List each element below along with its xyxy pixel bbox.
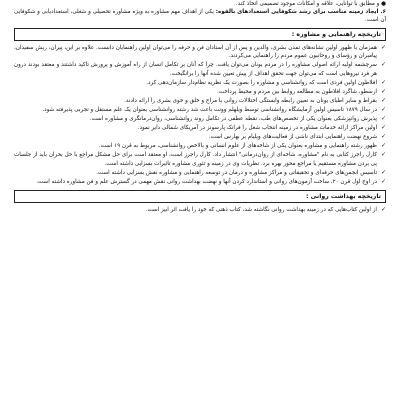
list-item: ✓ کارل راجرز کتابی به نام "مشاوره، شاخه‌ای از روان‌درمانی" انتشار داد. کارل راجرز است، او معتقد است برای حل مشکل مراجع یا حل بحران باید از جلسات پی بردن مشاوره مستقیم یا مراجع محور بهره برد. نظریات وی در زمینه و تئوری مشاوره تاثیرات بسزایی داشته است. xyxy=(14,151,386,167)
checkmark-icon: ✓ xyxy=(380,142,386,150)
item-6: ۶. ایجاد زمینه مناسب برای رشد شکوفایی استعدادهای بالقوه: یکی از اهداف مهم مشاوره به ویژه مشاوره تحصیلی و شغلی، استعدادیابی و شکوفایی آن است. xyxy=(14,9,386,24)
mental-health-section-heading xyxy=(14,190,386,203)
checkmark-icon: ✓ xyxy=(380,151,386,159)
checkmark-icon: ✓ xyxy=(380,61,386,69)
list-item: ✓ شروع نهضت راهنمایی ابتدای ناشی از فعالیت‌های ویلیام بر بهارس است. xyxy=(208,133,386,141)
list-item: ✓ سرچشمه اولیه ارائه اصولی مشاوره را در مردم یونان می‌توان یافت. چرا که آنان بر تکامل انسان از راه آموزش و پرورش تاکید داشتند و معتقد بودند درون هر فرد نیروهایی است که می‌توان جهت تحقق اهداف از پیش تعیین شده آنها را برانگیخت. xyxy=(14,61,386,77)
intro-text: و مطابق با توانایی، علاقه و امکانات موجود تصمیمی اتخاذ کند. xyxy=(235,1,380,7)
checkmark-icon: ✓ xyxy=(380,168,386,176)
checkmark-icon: ✓ xyxy=(380,124,386,132)
mental-health-section-title: تاریخچه بهداشت روانی : xyxy=(306,192,381,200)
item-6-text: یکی از اهداف مهم مشاوره به ویژه مشاوره تحصیلی و شغلی، استعدادیابی و شکوفایی آن است. xyxy=(14,9,386,24)
list-item: ✓ ظهور رشته راهنمایی و مشاوره بعنوان یکی از شاخه‌های از علوم انسانی و بالاخص روانشناسی، مربوط به قرن ۱۹ است. xyxy=(98,142,386,150)
list-item: ✓ همزمان با ظهور اولین نشانه‌های تمدن بشری، والدین و پس از آن استادان فن و حرفه را می‌توان اولین راهنمایان دانست. علاوه بر این، پیران، ریش سفیدان، پیامبران و رؤسای و روحانیون عموم مردم را راهنمایی می‌کردند. xyxy=(14,44,386,60)
intro-line xyxy=(14,0,386,8)
checkmark-icon: ✓ xyxy=(380,96,386,104)
list-item: ✓ پذیرش روانپزشکی بعنوان یکی از تخصص‌های طب، نقطه عطفی در تکامل روند روانشناسی، روان‌درمانگری و مشاوره است. xyxy=(89,115,386,123)
checkmark-icon: ✓ xyxy=(380,205,386,213)
item-6-number: ۶ xyxy=(382,9,386,16)
checkmark-icon: ✓ xyxy=(380,115,386,123)
list-item: ✓ در سال ۱۸۷۹ تاسیس اولین آزمایشگاه روانشناسی توسط ویلهلم وونت باعث شد رشته روانشناسی بعنوان یک علم مستقل و تجربی پذیرفته شود. xyxy=(42,105,386,113)
checkmark-icon: ✓ xyxy=(380,177,386,185)
list-item: ✓ تاسیس انجمن‌های حرفه‌ای و تحقیقاتی و مراکز مشاوره و درمان در توسعه راهنمایی و مشاوره نقش بسزایی داشته است. xyxy=(96,168,386,176)
checkmark-icon: ✓ xyxy=(380,78,386,86)
list-item: ✓ از اولین کتاب‌هایی که در زمینه بهداشت روانی نگاشته شد، کتاب ذهنی که خود را یافت اثر ابیز است. xyxy=(145,205,386,213)
checkmark-icon: ✓ xyxy=(380,44,386,52)
history-list xyxy=(14,44,386,186)
checkmark-icon: ✓ xyxy=(380,133,386,141)
list-item: ✓ ارسطو، شاگرد افلاطون به مطالعه روابط بین مردم و محیط پرداخت. xyxy=(217,87,386,95)
checkmark-icon: ✓ xyxy=(380,105,386,113)
bullet-icon: ● xyxy=(381,1,386,7)
item-6-title: ایجاد زمینه مناسب برای رشد شکوفایی استعدادهای بالقوه: xyxy=(215,9,379,16)
list-item: ✓ افلاطون اولین فردی است که روانشناسی و مشاوره را بصورت یک نظریه نظام‌دار سازمان‌دهی کرد. xyxy=(146,78,386,86)
checkmark-icon: ✓ xyxy=(380,87,386,95)
history-section-title: تاریخچه راهنمایی و مشاوره : xyxy=(291,31,381,39)
mental-health-list xyxy=(14,206,386,214)
list-item: ✓ بقراط و سایر اطبای یونان به تعیین رابطه وابستگی اختلالات روانی با مزاج و خلق و خوی بشری را ارائه دادند. xyxy=(124,96,386,104)
list-item: ✓ اولین مراکز ارائه خدمات مشاوره در زمینه انتخاب شغل را فرانک پارسونز در آمریکای شمالی دایر نمود. xyxy=(137,124,386,132)
list-item: ✓ در اوج اول قرن ۲۰، ساخت آزمون‌های روانی و استاندارد کردن آنها و نهضت بهداشت روانی نقش مهمی در گسترش علم و فن مشاوره داشته است. xyxy=(36,177,386,185)
history-section-heading xyxy=(14,28,386,41)
